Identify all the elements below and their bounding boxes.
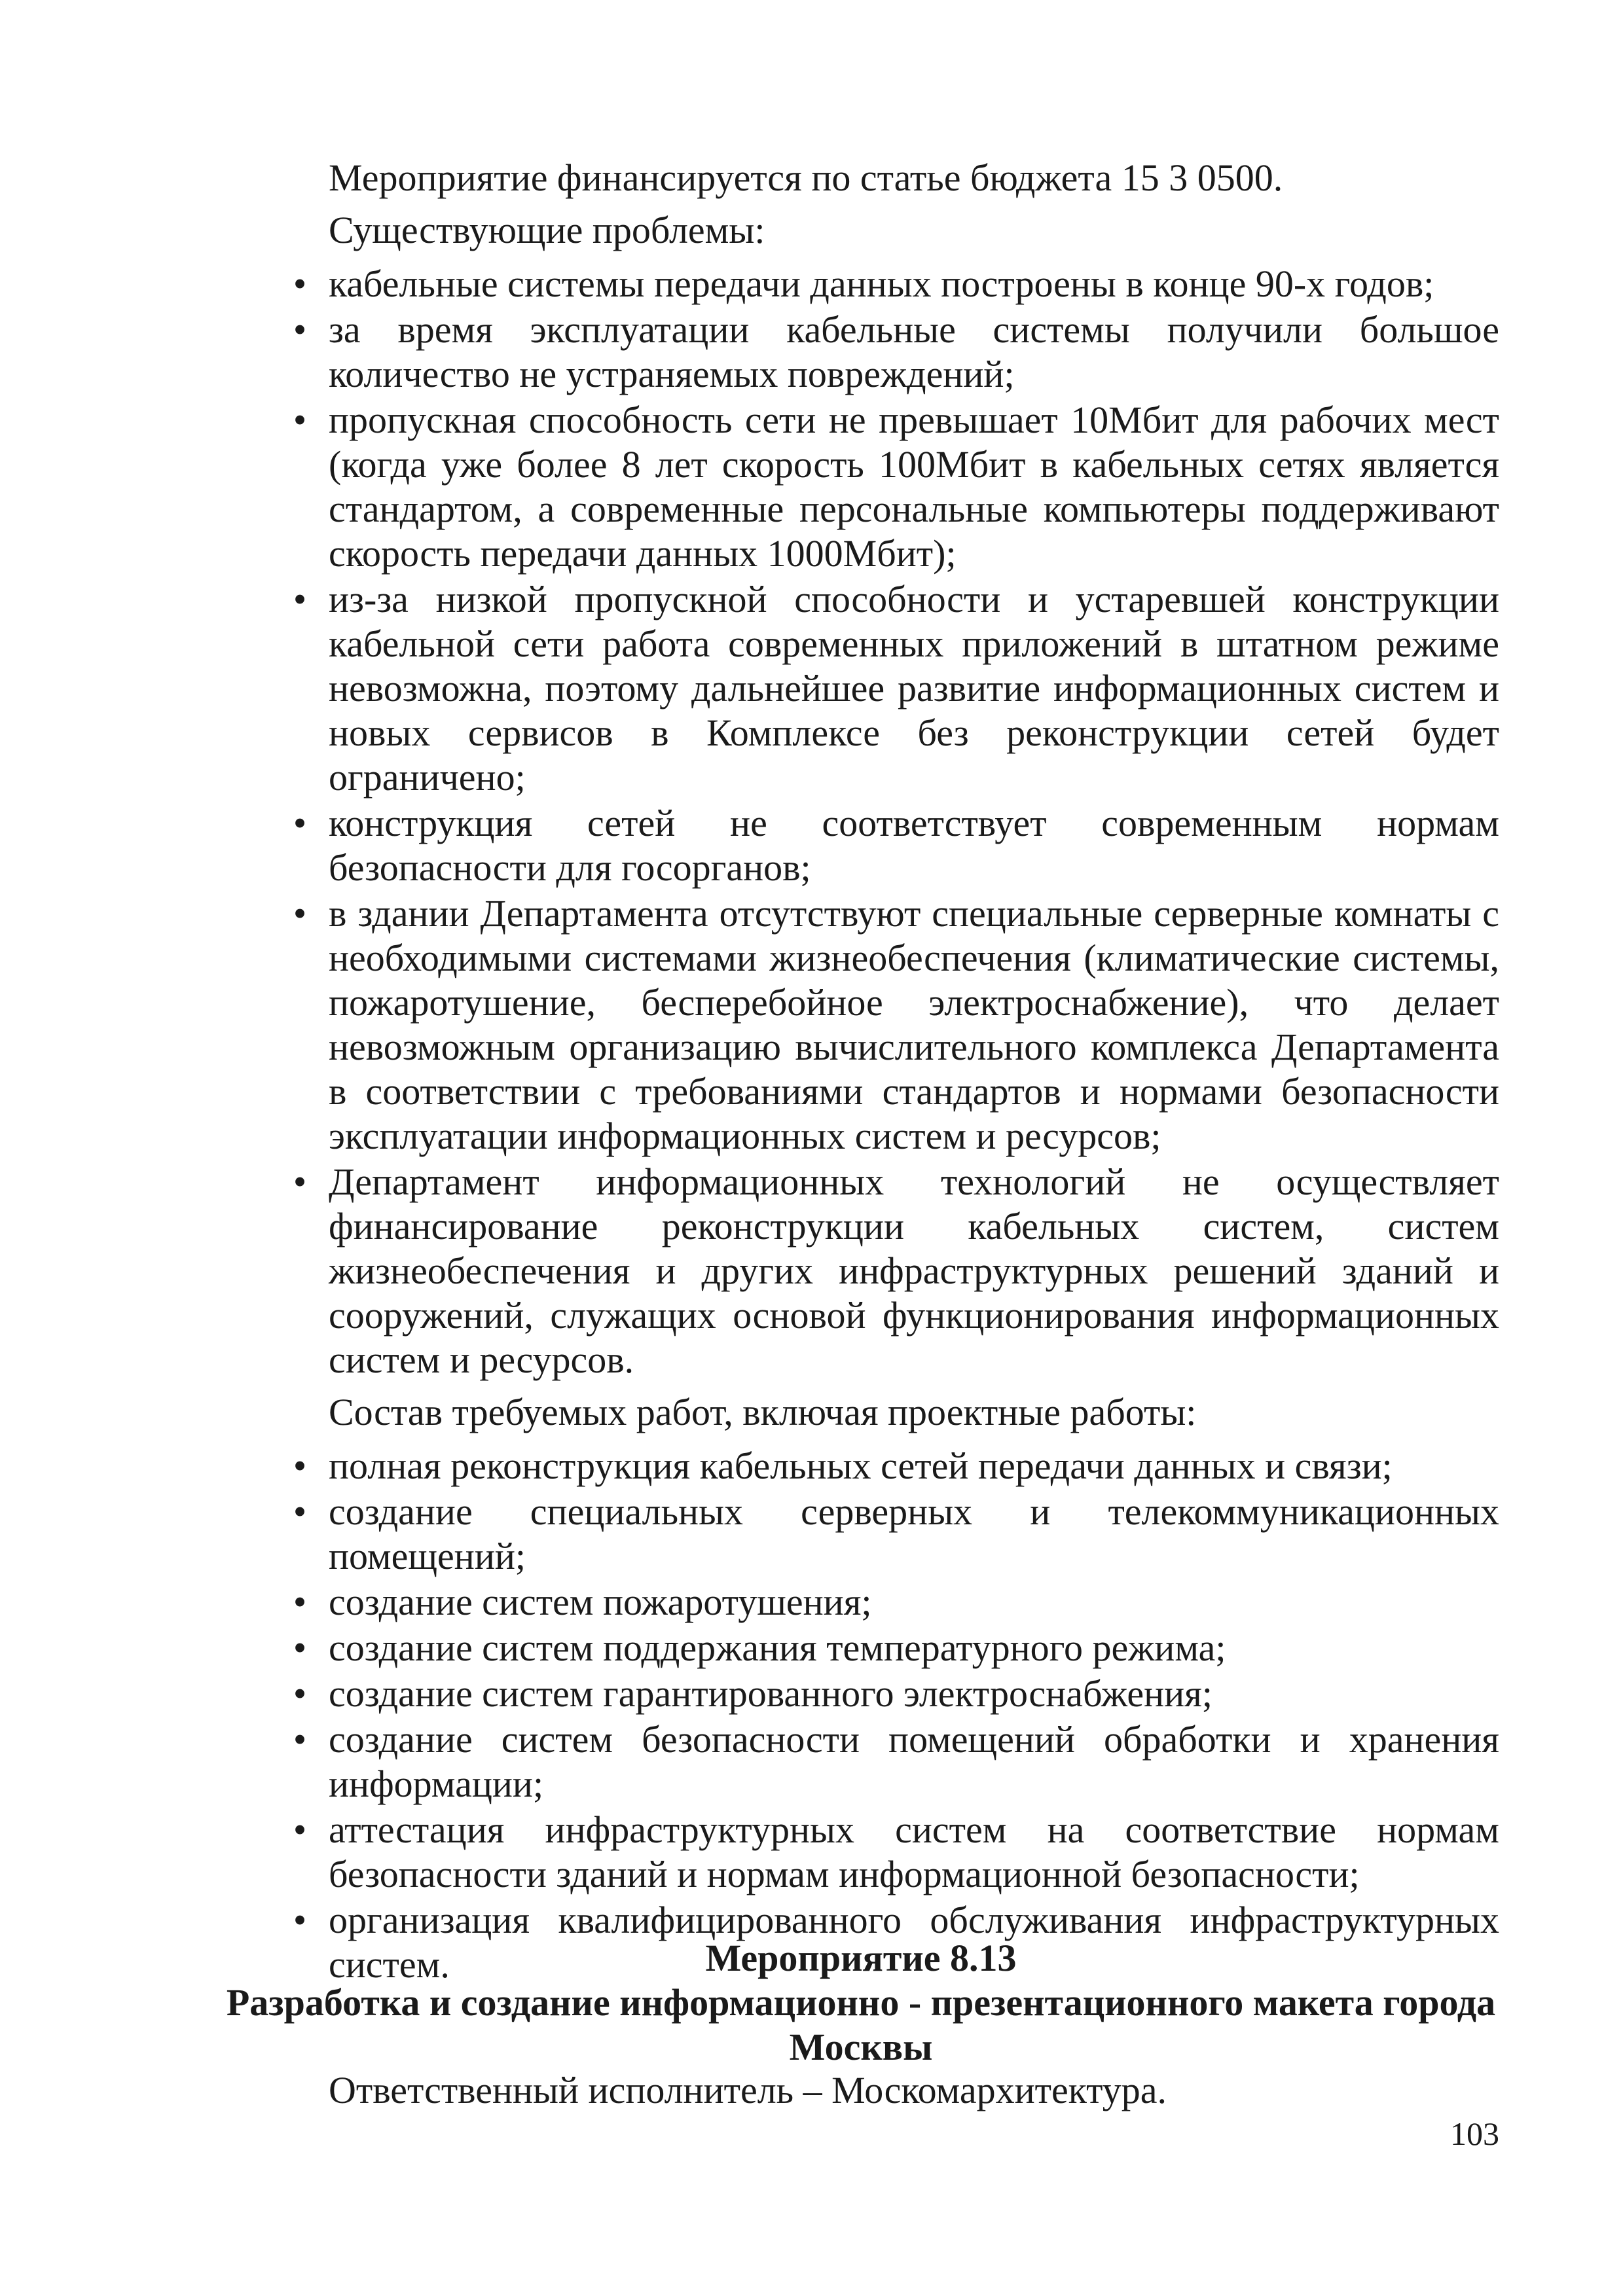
section-title: Разработка и создание информационно - презентационного макета города Москвы [226, 1981, 1496, 2068]
responsible-line: Ответственный исполнитель – Москомархитектура. [329, 2069, 1167, 2111]
problems-heading: Существующие проблемы: [329, 209, 765, 251]
list-item [282, 891, 1499, 1158]
bullet-icon: • [293, 1672, 307, 1715]
list-item-text: пропускная способность сети не превышает 10Мбит для рабочих мест (когда уже более 8 лет скорость 100Мбит в кабельных сетях является стандартом, а современные персональные компьютеры поддерживают скорость передачи данных 1000Мбит); [329, 399, 1499, 575]
section-heading: Мероприятие 8.13 [705, 1937, 1017, 1979]
list-item [282, 308, 1499, 397]
list-item-text: Департамент информационных технологий не осуществляет финансирование реконструкции кабельных систем, систем жизнеобеспечения и других инфраструктурных решений зданий и сооружений, служащих основой функционирования информационных систем и ресурсов. [329, 1160, 1499, 1381]
bullet-icon: • [293, 399, 307, 441]
bullet-icon: • [293, 308, 307, 351]
bullet-icon: • [293, 1626, 307, 1669]
list-item [282, 1626, 1499, 1670]
list-item [282, 1580, 1499, 1624]
list-item [282, 1444, 1499, 1488]
bullet-icon: • [293, 802, 307, 844]
bullet-icon: • [293, 1581, 307, 1623]
works-list [282, 1444, 1499, 1987]
list-item-text: создание специальных серверных и телекоммуникационных помещений; [329, 1490, 1499, 1577]
list-item [282, 1717, 1499, 1806]
bullet-icon: • [293, 262, 307, 305]
list-item-text: конструкция сетей не соответствует современным нормам безопасности для госорганов; [329, 802, 1499, 889]
page-number: 103 [1450, 2115, 1499, 2152]
list-item [282, 577, 1499, 800]
list-item-text: создание систем пожаротушения; [329, 1581, 872, 1623]
bullet-icon: • [293, 1490, 307, 1533]
list-item-text: создание систем поддержания температурного режима; [329, 1626, 1226, 1669]
list-item [282, 1490, 1499, 1579]
section-block [223, 1936, 1499, 2070]
list-item-text: кабельные системы передачи данных построены в конце 90-х годов; [329, 262, 1434, 305]
list-item [282, 1808, 1499, 1897]
list-item-text: аттестация инфраструктурных систем на соответствие нормам безопасности зданий и нормам информационной безопасности; [329, 1808, 1499, 1895]
list-item [282, 262, 1499, 306]
responsible-block [282, 2068, 1499, 2113]
list-item-text: создание систем безопасности помещений обработки и хранения информации; [329, 1718, 1499, 1805]
problems-list [282, 262, 1499, 1382]
list-item [282, 1160, 1499, 1382]
list-item [282, 398, 1499, 576]
bullet-icon: • [293, 1899, 307, 1941]
bullet-icon: • [293, 1444, 307, 1487]
list-item-text: из-за низкой пропускной способности и устаревшей конструкции кабельной сети работа современных приложений в штатном режиме невозможна, поэтому дальнейшее развитие информационных систем и новых сервисов в Комплексе без реконструкции сетей будет ограничено; [329, 578, 1499, 798]
funding-line: Мероприятие финансируется по статье бюджета 15 3 0500. [329, 156, 1283, 199]
list-item-text: за время эксплуатации кабельные системы получили большое количество не устраняемых повреждений; [329, 308, 1499, 395]
bullet-icon: • [293, 892, 307, 935]
bullet-icon: • [293, 1160, 307, 1203]
list-item [282, 801, 1499, 890]
works-heading: Состав требуемых работ, включая проектные работы: [329, 1391, 1197, 1433]
list-item-text: организация квалифицированного обслуживания инфраструктурных систем. [329, 1899, 1499, 1986]
bullet-icon: • [293, 1808, 307, 1851]
bullet-icon: • [293, 578, 307, 620]
list-item-text: создание систем гарантированного электроснабжения; [329, 1672, 1213, 1715]
list-item-text: полная реконструкция кабельных сетей передачи данных и связи; [329, 1444, 1393, 1487]
list-item-text: в здании Департамента отсутствуют специальные серверные комнаты с необходимыми системами жизнеобеспечения (климатические системы, пожаротушение, бесперебойное электроснабжение), что делает невозможным организацию вычислительного комплекса Департамента в соответствии с требованиями стандартов и нормами безопасности эксплуатации информационных систем и ресурсов; [329, 892, 1499, 1157]
list-item [282, 1672, 1499, 1716]
content-block [282, 156, 1499, 1988]
bullet-icon: • [293, 1718, 307, 1761]
